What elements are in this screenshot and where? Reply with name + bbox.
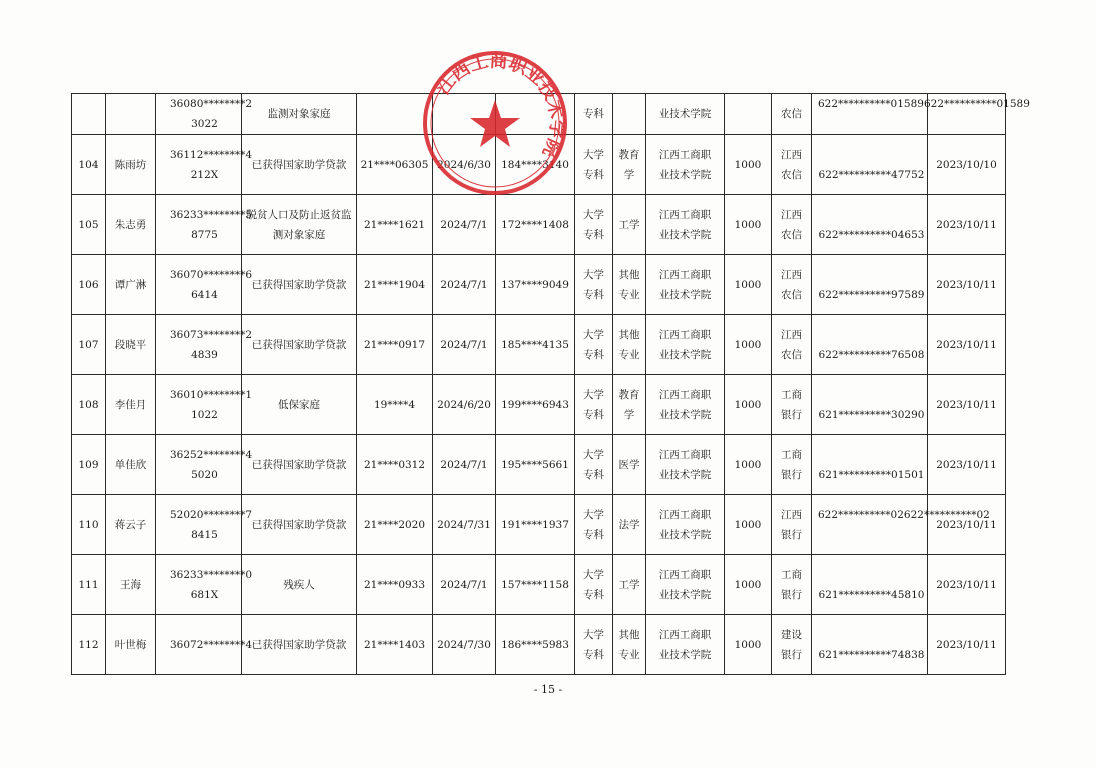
school-name-line: 江西工商职 (658, 448, 712, 461)
id-number-line: 36233********0 (170, 568, 253, 581)
student-name: 陈雨坊 (106, 135, 156, 195)
student-name: 王海 (106, 555, 156, 615)
row-number: 109 (72, 435, 106, 495)
bank-account (812, 255, 928, 315)
graduation-date: 2024/6/30 (433, 135, 496, 195)
aid-category: 已获得国家助学贷款 (242, 135, 357, 195)
row-number: 106 (72, 255, 106, 315)
education-level (575, 195, 613, 255)
bank-account (812, 435, 928, 495)
education-level-line: 专科 (583, 288, 604, 301)
bank-name (772, 375, 812, 435)
table-row (72, 255, 1006, 315)
id-number (156, 555, 253, 615)
bank-account (812, 375, 928, 435)
bank-name (772, 615, 812, 675)
education-level-line: 大学 (583, 208, 604, 221)
student-name: 单佳欣 (106, 435, 156, 495)
school-name (646, 615, 725, 675)
grant-amount (725, 94, 772, 135)
graduation-date: 2024/7/1 (433, 255, 496, 315)
aid-category: 已获得国家助学贷款 (242, 435, 357, 495)
bank-name-line: 工商 (781, 568, 802, 581)
school-name (646, 94, 725, 135)
grant-amount: 1000 (725, 195, 772, 255)
bank-account-number: 622**********02 (903, 508, 990, 521)
bank-account-number: 621**********30290 (818, 408, 925, 421)
id-number-line: 4839 (191, 348, 218, 361)
major-category: 其他专业 (613, 315, 646, 375)
grant-date: 2023/10/11 (928, 555, 1006, 615)
school-name (646, 375, 725, 435)
major-category: 工学 (613, 195, 646, 255)
graduation-date: 2024/7/1 (433, 555, 496, 615)
school-name-line: 业技术学院 (658, 588, 712, 601)
id-number-line: 36080********2 (170, 98, 253, 110)
phone-number: 186****5983 (496, 615, 575, 675)
row-number: 104 (72, 135, 106, 195)
bank-name (772, 435, 812, 495)
bank-account (812, 195, 928, 255)
grant-amount: 1000 (725, 615, 772, 675)
education-level-line: 大学 (583, 148, 604, 161)
education-level-line: 大学 (583, 388, 604, 401)
bank-name-line: 农信 (781, 168, 802, 181)
aid-category: 脱贫人口及防止返贫监测对象家庭 (242, 195, 357, 255)
bank-name-line: 农信 (781, 228, 802, 241)
education-level (575, 435, 613, 495)
major-category (613, 94, 646, 135)
bank-name-line: 建设 (781, 628, 802, 641)
grant-date: 2023/10/11 (928, 195, 1006, 255)
bank-name-line: 江西 (781, 208, 802, 221)
student-id: 21****1403 (357, 615, 433, 675)
education-level (575, 375, 613, 435)
bank-account (812, 135, 928, 195)
school-name-line: 江西工商职 (658, 328, 712, 341)
row-number: 111 (72, 555, 106, 615)
table-row (72, 375, 1006, 435)
bank-name-line: 江西 (781, 508, 802, 521)
aid-category: 已获得国家助学贷款 (242, 615, 357, 675)
bank-name-line: 银行 (781, 588, 802, 601)
education-level-line: 大学 (583, 508, 604, 521)
student-id: 21****1621 (357, 195, 433, 255)
aid-category: 已获得国家助学贷款 (242, 255, 357, 315)
school-name (646, 435, 725, 495)
row-number: 110 (72, 495, 106, 555)
school-name-line: 江西工商职 (658, 508, 712, 521)
phone-number (496, 94, 575, 135)
bank-name-line: 农信 (781, 348, 802, 361)
id-number (156, 615, 253, 675)
school-name-line: 业技术学院 (658, 408, 712, 421)
school-name-line: 江西工商职 (658, 208, 712, 221)
student-name: 叶世梅 (106, 615, 156, 675)
grant-amount: 1000 (725, 135, 772, 195)
bank-account-number: 622**********76508 (818, 348, 925, 361)
id-number-line: 212X (190, 168, 219, 181)
bank-name (772, 255, 812, 315)
graduation-date: 2024/6/20 (433, 375, 496, 435)
education-level (575, 255, 613, 315)
phone-number: 191****1937 (496, 495, 575, 555)
major-category: 其他专业 (613, 255, 646, 315)
aid-category: 残疾人 (242, 555, 357, 615)
id-number-line: 36072********4 (170, 638, 253, 651)
school-name (646, 195, 725, 255)
table-row (72, 135, 1006, 195)
grant-date: 2023/10/11 (928, 315, 1006, 375)
student-id: 21****2020 (357, 495, 433, 555)
graduation-date (433, 94, 496, 135)
student-id: 21****06305 (357, 135, 433, 195)
school-name-line: 业技术学院 (658, 288, 712, 301)
school-name-line: 业技术学院 (658, 648, 712, 661)
education-level-line: 大学 (583, 268, 604, 281)
education-level-line: 大学 (583, 328, 604, 341)
major-category: 教育学 (613, 375, 646, 435)
aid-category: 已获得国家助学贷款 (242, 315, 357, 375)
bank-name (772, 195, 812, 255)
bank-name-line: 江西 (781, 148, 802, 161)
major-category: 法学 (613, 495, 646, 555)
student-name: 蒋云子 (106, 495, 156, 555)
graduation-date: 2024/7/1 (433, 435, 496, 495)
bank-name (772, 495, 812, 555)
id-number-line: 8775 (191, 228, 218, 241)
id-number (156, 195, 253, 255)
education-level-line: 专科 (583, 168, 604, 181)
id-number-line: 36010********1 (170, 388, 253, 401)
school-name (646, 495, 725, 555)
education-level-line: 专科 (583, 408, 604, 421)
school-name-line: 江西工商职 (658, 628, 712, 641)
id-number-line: 36073********2 (170, 328, 253, 341)
bank-name-line: 农信 (781, 288, 802, 301)
bank-account-number: 622**********97589 (818, 288, 925, 301)
id-number (156, 255, 253, 315)
bank-name-line: 农信 (781, 108, 802, 120)
aid-category: 已获得国家助学贷款 (242, 495, 357, 555)
bank-name-line: 银行 (781, 648, 802, 661)
major-category: 工学 (613, 555, 646, 615)
major-category: 其他专业 (613, 615, 646, 675)
school-name-line: 江西工商职 (658, 388, 712, 401)
id-number-line: 36070********6 (170, 268, 253, 281)
bank-account (812, 94, 1030, 135)
education-level-line: 专科 (583, 228, 604, 241)
phone-number: 184****3140 (496, 135, 575, 195)
bank-account-number: 622**********47752 (818, 168, 925, 181)
grant-date: 2023/10/11 (928, 615, 1006, 675)
education-level (575, 495, 613, 555)
id-number-line: 1022 (191, 408, 218, 421)
bank-name (772, 94, 812, 135)
student-id: 19****4 (357, 375, 433, 435)
table-row (72, 615, 1006, 675)
id-number (156, 375, 253, 435)
education-level (575, 135, 613, 195)
phone-number: 157****1158 (496, 555, 575, 615)
bank-account-number: 622**********01589 (818, 98, 924, 110)
id-number-line: 681X (190, 588, 219, 601)
school-name-line: 业技术学院 (658, 228, 712, 241)
table-row (72, 94, 1006, 135)
major-category: 教育学 (613, 135, 646, 195)
school-name (646, 555, 725, 615)
student-id: 21****0917 (357, 315, 433, 375)
education-level (575, 615, 613, 675)
student-name: 朱志勇 (106, 195, 156, 255)
phone-number: 195****5661 (496, 435, 575, 495)
student-name (106, 94, 156, 135)
bank-name (772, 135, 812, 195)
bank-name-line: 江西 (781, 268, 802, 281)
bank-name-line: 工商 (781, 448, 802, 461)
row-number: 112 (72, 615, 106, 675)
page-number: - 15 - (533, 683, 563, 696)
table-row (72, 555, 1006, 615)
bank-account-number: 622**********04653 (818, 228, 925, 241)
education-level-line: 专科 (583, 648, 604, 661)
id-number (156, 435, 253, 495)
id-number-line: 8415 (191, 528, 218, 541)
school-name-line: 江西工商职 (658, 568, 712, 581)
school-name (646, 255, 725, 315)
row-number (72, 94, 106, 135)
bank-account-number: 621**********74838 (818, 648, 925, 661)
grant-amount: 1000 (725, 255, 772, 315)
school-name (646, 135, 725, 195)
school-name (646, 315, 725, 375)
id-number-line: 36252********4 (170, 448, 253, 461)
education-level-line: 专科 (583, 348, 604, 361)
recipient-table (71, 93, 1030, 675)
table-row (72, 435, 1006, 495)
phone-number: 137****9049 (496, 255, 575, 315)
grant-date: 2023/10/11 (928, 375, 1006, 435)
education-level-line: 大学 (583, 568, 604, 581)
grant-date: 2023/10/11 (928, 255, 1006, 315)
student-id: 21****1904 (357, 255, 433, 315)
grant-amount: 1000 (725, 495, 772, 555)
school-name-line: 业技术学院 (658, 108, 712, 120)
education-level-line: 大学 (583, 628, 604, 641)
id-number-line: 5020 (191, 468, 218, 481)
bank-name (772, 555, 812, 615)
table-row (72, 195, 1006, 255)
student-name: 李佳月 (106, 375, 156, 435)
row-number: 108 (72, 375, 106, 435)
id-number (156, 495, 253, 555)
grant-amount: 1000 (725, 435, 772, 495)
table-row (72, 495, 1006, 555)
major-category: 医学 (613, 435, 646, 495)
bank-name (772, 315, 812, 375)
id-number-line: 36233********5 (170, 208, 253, 221)
student-name: 段晓平 (106, 315, 156, 375)
education-level-line: 专科 (583, 108, 604, 120)
student-id: 21****0312 (357, 435, 433, 495)
education-level (575, 555, 613, 615)
bank-name-line: 银行 (781, 528, 802, 541)
grant-date: 2023/10/10 (928, 135, 1006, 195)
id-number-line: 6414 (191, 288, 218, 301)
bank-account (812, 315, 928, 375)
education-level (575, 94, 613, 135)
school-name-line: 业技术学院 (658, 528, 712, 541)
student-id: 21****0933 (357, 555, 433, 615)
education-level-line: 大学 (583, 448, 604, 461)
bank-account (812, 615, 928, 675)
grant-amount: 1000 (725, 315, 772, 375)
table-row (72, 315, 1006, 375)
phone-number: 199****6943 (496, 375, 575, 435)
phone-number: 172****1408 (496, 195, 575, 255)
education-level-line: 专科 (583, 588, 604, 601)
school-name-line: 业技术学院 (658, 168, 712, 181)
student-name: 谭广淋 (106, 255, 156, 315)
bank-name-line: 银行 (781, 408, 802, 421)
row-number: 105 (72, 195, 106, 255)
aid-category: 监测对象家庭 (242, 94, 357, 135)
graduation-date: 2024/7/31 (433, 495, 496, 555)
bank-account-number: 621**********45810 (818, 588, 925, 601)
education-level-line: 专科 (583, 528, 604, 541)
grant-amount: 1000 (725, 555, 772, 615)
id-number (156, 94, 253, 135)
stamp-text: 江西工商职业技术学院 (432, 50, 568, 161)
grant-date: 2023/10/11 (928, 495, 1006, 555)
row-number: 107 (72, 315, 106, 375)
graduation-date: 2024/7/30 (433, 615, 496, 675)
graduation-date: 2024/7/1 (433, 315, 496, 375)
id-number (156, 135, 253, 195)
bank-account-number: 622**********02 (818, 508, 904, 521)
phone-number: 185****4135 (496, 315, 575, 375)
grant-amount: 1000 (725, 375, 772, 435)
school-name-line: 业技术学院 (658, 468, 712, 481)
grant-date: 2023/10/11 (928, 435, 1006, 495)
school-name-line: 业技术学院 (658, 348, 712, 361)
school-name-line: 江西工商职 (658, 148, 712, 161)
bank-name-line: 工商 (781, 388, 802, 401)
id-number-line: 52020********7 (170, 508, 253, 521)
id-number-line: 3022 (191, 118, 218, 130)
student-id (357, 94, 433, 135)
graduation-date: 2024/7/1 (433, 195, 496, 255)
education-level (575, 315, 613, 375)
bank-account (812, 555, 928, 615)
bank-name-line: 江西 (781, 328, 802, 341)
school-name-line: 江西工商职 (658, 268, 712, 281)
bank-account-number: 621**********01501 (818, 468, 925, 481)
education-level-line: 专科 (583, 468, 604, 481)
bank-name-line: 银行 (781, 468, 802, 481)
table-body (72, 94, 1030, 675)
aid-category: 低保家庭 (242, 375, 357, 435)
bank-account-number: 622**********01589 (923, 98, 1030, 110)
id-number-line: 36112********4 (170, 148, 253, 161)
id-number (156, 315, 253, 375)
